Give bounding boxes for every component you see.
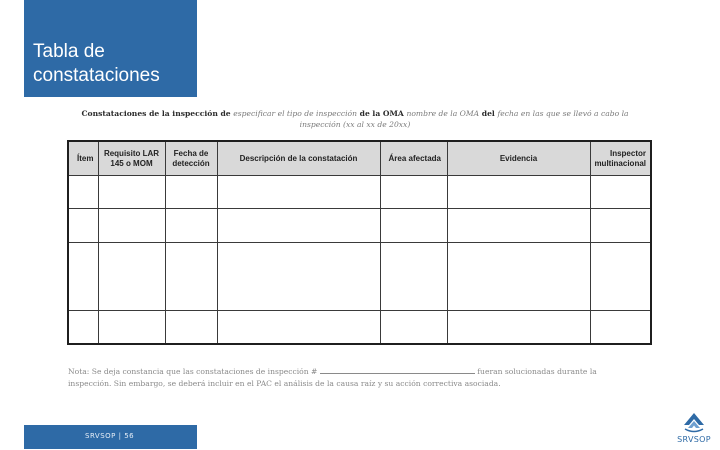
table-cell[interactable] [380, 176, 447, 209]
heading-part-3: de la OMA [357, 109, 407, 118]
footer-text: SRVSOP | 56 [85, 432, 135, 440]
table-row [68, 176, 651, 209]
table-cell[interactable] [68, 310, 98, 344]
note-blank-line [320, 366, 475, 374]
table-cell[interactable] [165, 242, 217, 310]
header-requisito: Requisito LAR 145 o MOM [98, 141, 165, 176]
table-cell[interactable] [217, 242, 380, 310]
table-cell[interactable] [380, 310, 447, 344]
table-cell[interactable] [217, 209, 380, 242]
heading-part-2: especificar el tipo de inspección [233, 109, 357, 118]
heading-part-6: fecha en las que se llevó a cabo la inspección (xx al xx de 20xx) [299, 109, 629, 129]
table-cell[interactable] [98, 176, 165, 209]
table-header-row [68, 141, 651, 176]
slide-title: Tabla de constataciones [33, 41, 160, 86]
table-cell[interactable] [447, 209, 590, 242]
heading-part-4: nombre de la OMA [406, 109, 480, 118]
table-heading [70, 108, 640, 130]
table-cell[interactable] [590, 242, 651, 310]
table-row [68, 209, 651, 242]
footnote [68, 366, 638, 390]
table-cell[interactable] [68, 242, 98, 310]
table-cell[interactable] [98, 310, 165, 344]
table-cell[interactable] [590, 310, 651, 344]
table-row [68, 242, 651, 310]
footer-bar [24, 425, 197, 449]
header-descripcion: Descripción de la constatación [217, 141, 380, 176]
note-text-before: Nota: Se deja constancia que las constataciones de inspección # [68, 367, 318, 376]
table-cell[interactable] [165, 310, 217, 344]
table-cell[interactable] [380, 209, 447, 242]
title-block [24, 0, 197, 97]
table-cell[interactable] [590, 176, 651, 209]
srvsop-logo [672, 412, 716, 448]
table-cell[interactable] [447, 242, 590, 310]
heading-part-5: del [479, 109, 498, 118]
table-cell[interactable] [68, 209, 98, 242]
heading-part-1: Constataciones de la inspección de [81, 109, 234, 118]
table-cell[interactable] [217, 310, 380, 344]
header-item: Ítem [68, 141, 98, 176]
table-cell[interactable] [165, 176, 217, 209]
logo-name: SRVSOP [677, 435, 711, 444]
table-cell[interactable] [447, 310, 590, 344]
table-cell[interactable] [98, 209, 165, 242]
logo-emblem-icon [682, 412, 706, 434]
table-cell[interactable] [590, 209, 651, 242]
header-evidencia: Evidencia [447, 141, 590, 176]
note-text-after: fueran solucionadas durante la inspección. Sin embargo, se deberá incluir en el PAC el análisis de la causa raíz y su acción correctiva asociada. [68, 367, 597, 388]
table-cell[interactable] [217, 176, 380, 209]
header-area: Área afectada [380, 141, 447, 176]
table-cell[interactable] [380, 242, 447, 310]
table-cell[interactable] [165, 209, 217, 242]
table-row [68, 310, 651, 344]
table-cell[interactable] [98, 242, 165, 310]
findings-table [67, 140, 652, 345]
header-inspector: Inspector multinacional [590, 141, 651, 176]
table-cell[interactable] [447, 176, 590, 209]
table-cell[interactable] [68, 176, 98, 209]
header-fecha: Fecha de detección [165, 141, 217, 176]
